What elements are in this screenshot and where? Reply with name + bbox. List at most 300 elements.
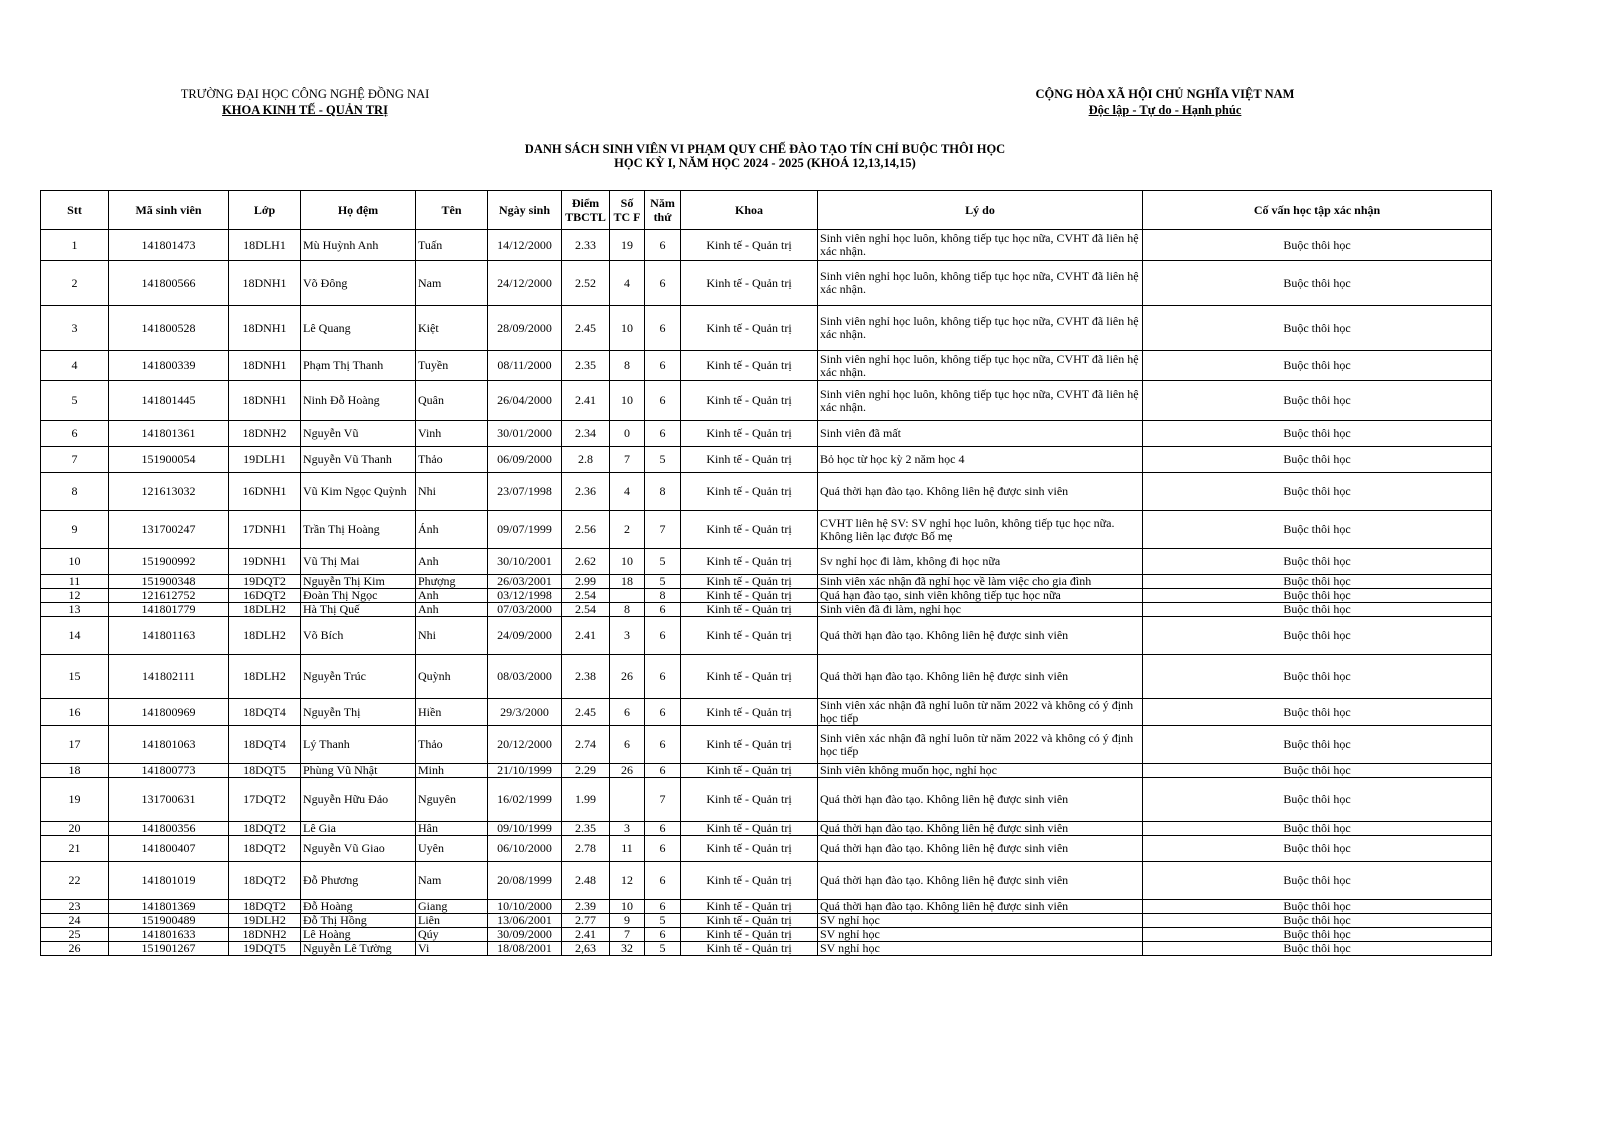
row-surname: Lê Gia [301, 822, 416, 836]
row-faculty: Kinh tế - Quản trị [681, 421, 818, 447]
school-name: TRƯỜNG ĐẠI HỌC CÔNG NGHỆ ĐỒNG NAI [180, 87, 430, 101]
row-year: 8 [645, 589, 681, 603]
row-birthdate: 24/12/2000 [488, 261, 562, 306]
row-faculty: Kinh tế - Quản trị [681, 862, 818, 900]
row-failed-credits [610, 589, 645, 603]
col-year: Năm thứ [645, 191, 681, 230]
row-stt: 3 [41, 306, 109, 351]
row-stt: 13 [41, 603, 109, 617]
col-stt: Stt [41, 191, 109, 230]
row-stt: 14 [41, 617, 109, 655]
row-year: 6 [645, 617, 681, 655]
row-reason: Sinh viên nghỉ học luôn, không tiếp tục học nữa, CVHT đã liên hệ xác nhận. [818, 306, 1143, 351]
row-stt: 9 [41, 511, 109, 549]
table-header-row [41, 191, 1492, 230]
row-stt: 24 [41, 914, 109, 928]
col-reason: Lý do [818, 191, 1143, 230]
row-advisor: Buộc thôi học [1143, 655, 1492, 699]
row-stt: 1 [41, 230, 109, 261]
row-class: 18DQT4 [229, 699, 301, 726]
row-failed-credits: 10 [610, 900, 645, 914]
row-surname: Đoàn Thị Ngọc [301, 589, 416, 603]
row-birthdate: 06/10/2000 [488, 836, 562, 862]
col-failed-credits: Số TC F [610, 191, 645, 230]
row-class: 18DNH2 [229, 928, 301, 942]
table-row [41, 914, 1492, 928]
row-failed-credits: 26 [610, 764, 645, 778]
col-first-name: Tên [416, 191, 488, 230]
row-student-id: 141801369 [109, 900, 229, 914]
row-first-name: Nam [416, 862, 488, 900]
row-reason: Sinh viên nghỉ học luôn, không tiếp tục học nữa, CVHT đã liên hệ xác nhận. [818, 261, 1143, 306]
row-advisor: Buộc thôi học [1143, 421, 1492, 447]
row-birthdate: 10/10/2000 [488, 900, 562, 914]
row-first-name: Kiệt [416, 306, 488, 351]
table-row [41, 351, 1492, 381]
row-year: 6 [645, 862, 681, 900]
row-first-name: Qúy [416, 928, 488, 942]
row-year: 8 [645, 473, 681, 511]
row-faculty: Kinh tế - Quản trị [681, 778, 818, 822]
row-surname: Võ Đông [301, 261, 416, 306]
row-reason: SV nghỉ học [818, 942, 1143, 956]
row-failed-credits: 3 [610, 822, 645, 836]
row-class: 19DLH1 [229, 447, 301, 473]
row-gpa: 2.74 [562, 726, 610, 764]
row-failed-credits: 2 [610, 511, 645, 549]
row-advisor: Buộc thôi học [1143, 914, 1492, 928]
row-advisor: Buộc thôi học [1143, 589, 1492, 603]
row-birthdate: 18/08/2001 [488, 942, 562, 956]
row-faculty: Kinh tế - Quản trị [681, 942, 818, 956]
row-surname: Nguyễn Thị Kim [301, 575, 416, 589]
table-row [41, 549, 1492, 575]
row-first-name: Nguyên [416, 778, 488, 822]
row-first-name: Giang [416, 900, 488, 914]
row-stt: 16 [41, 699, 109, 726]
row-gpa: 2.99 [562, 575, 610, 589]
row-first-name: Tuấn [416, 230, 488, 261]
row-reason: SV nghỉ học [818, 928, 1143, 942]
row-reason: Sinh viên nghỉ học luôn, không tiếp tục học nữa, CVHT đã liên hệ xác nhận. [818, 351, 1143, 381]
row-advisor: Buộc thôi học [1143, 575, 1492, 589]
row-advisor: Buộc thôi học [1143, 230, 1492, 261]
row-faculty: Kinh tế - Quản trị [681, 549, 818, 575]
row-gpa: 2,63 [562, 942, 610, 956]
row-surname: Nguyễn Vũ [301, 421, 416, 447]
row-student-id: 151900348 [109, 575, 229, 589]
table-row [41, 381, 1492, 421]
row-student-id: 141800356 [109, 822, 229, 836]
table-row [41, 764, 1492, 778]
row-faculty: Kinh tế - Quản trị [681, 230, 818, 261]
table-row [41, 473, 1492, 511]
row-year: 6 [645, 261, 681, 306]
row-surname: Phùng Vũ Nhật [301, 764, 416, 778]
row-gpa: 1.99 [562, 778, 610, 822]
row-first-name: Liên [416, 914, 488, 928]
row-birthdate: 07/03/2000 [488, 603, 562, 617]
row-student-id: 141801063 [109, 726, 229, 764]
row-faculty: Kinh tế - Quản trị [681, 617, 818, 655]
row-reason: Sinh viên đã mất [818, 421, 1143, 447]
row-birthdate: 23/07/1998 [488, 473, 562, 511]
row-gpa: 2.62 [562, 549, 610, 575]
row-student-id: 141800773 [109, 764, 229, 778]
table-row [41, 421, 1492, 447]
row-surname: Đỗ Hoàng [301, 900, 416, 914]
row-stt: 2 [41, 261, 109, 306]
row-faculty: Kinh tế - Quản trị [681, 306, 818, 351]
row-surname: Đỗ Thị Hồng [301, 914, 416, 928]
table-row [41, 603, 1492, 617]
row-failed-credits: 3 [610, 617, 645, 655]
table-row [41, 726, 1492, 764]
table-row [41, 589, 1492, 603]
row-gpa: 2.34 [562, 421, 610, 447]
row-student-id: 131700631 [109, 778, 229, 822]
row-advisor: Buộc thôi học [1143, 942, 1492, 956]
row-reason: Sv nghỉ học đi làm, không đi học nữa [818, 549, 1143, 575]
row-failed-credits: 19 [610, 230, 645, 261]
row-stt: 17 [41, 726, 109, 764]
table-row [41, 699, 1492, 726]
row-gpa: 2.54 [562, 589, 610, 603]
row-faculty: Kinh tế - Quản trị [681, 928, 818, 942]
row-stt: 23 [41, 900, 109, 914]
row-student-id: 151900489 [109, 914, 229, 928]
row-gpa: 2.48 [562, 862, 610, 900]
row-stt: 18 [41, 764, 109, 778]
row-class: 16DQT2 [229, 589, 301, 603]
row-surname: Nguyễn Thị [301, 699, 416, 726]
row-stt: 10 [41, 549, 109, 575]
row-advisor: Buộc thôi học [1143, 447, 1492, 473]
row-year: 6 [645, 764, 681, 778]
row-reason: Sinh viên nghỉ học luôn, không tiếp tục học nữa, CVHT đã liên hệ xác nhận. [818, 230, 1143, 261]
row-reason: Quá thời hạn đào tạo. Không liên hệ được sinh viên [818, 862, 1143, 900]
row-advisor: Buộc thôi học [1143, 306, 1492, 351]
row-faculty: Kinh tế - Quản trị [681, 699, 818, 726]
row-year: 6 [645, 726, 681, 764]
row-birthdate: 09/07/1999 [488, 511, 562, 549]
row-birthdate: 26/04/2000 [488, 381, 562, 421]
row-class: 16DNH1 [229, 473, 301, 511]
row-failed-credits: 6 [610, 726, 645, 764]
row-failed-credits: 12 [610, 862, 645, 900]
row-first-name: Hân [416, 822, 488, 836]
row-failed-credits: 7 [610, 447, 645, 473]
row-gpa: 2.35 [562, 822, 610, 836]
table-row [41, 778, 1492, 822]
row-birthdate: 13/06/2001 [488, 914, 562, 928]
row-failed-credits: 18 [610, 575, 645, 589]
row-first-name: Minh [416, 764, 488, 778]
row-student-id: 151900054 [109, 447, 229, 473]
row-stt: 5 [41, 381, 109, 421]
row-first-name: Thảo [416, 726, 488, 764]
row-faculty: Kinh tế - Quản trị [681, 603, 818, 617]
row-faculty: Kinh tế - Quản trị [681, 764, 818, 778]
col-class: Lớp [229, 191, 301, 230]
row-student-id: 141800407 [109, 836, 229, 862]
row-class: 17DQT2 [229, 778, 301, 822]
row-failed-credits: 32 [610, 942, 645, 956]
row-birthdate: 06/09/2000 [488, 447, 562, 473]
row-faculty: Kinh tế - Quản trị [681, 575, 818, 589]
row-failed-credits: 9 [610, 914, 645, 928]
row-student-id: 141801633 [109, 928, 229, 942]
row-failed-credits: 0 [610, 421, 645, 447]
row-gpa: 2.8 [562, 447, 610, 473]
row-class: 18DLH2 [229, 655, 301, 699]
row-advisor: Buộc thôi học [1143, 511, 1492, 549]
row-failed-credits: 4 [610, 473, 645, 511]
row-advisor: Buộc thôi học [1143, 836, 1492, 862]
col-faculty: Khoa [681, 191, 818, 230]
row-year: 6 [645, 822, 681, 836]
row-class: 19DLH2 [229, 914, 301, 928]
row-failed-credits: 10 [610, 549, 645, 575]
row-reason: Quá hạn đào tạo, sinh viên không tiếp tục học nữa [818, 589, 1143, 603]
row-faculty: Kinh tế - Quản trị [681, 822, 818, 836]
row-advisor: Buộc thôi học [1143, 778, 1492, 822]
row-student-id: 141801473 [109, 230, 229, 261]
row-student-id: 131700247 [109, 511, 229, 549]
row-advisor: Buộc thôi học [1143, 617, 1492, 655]
row-first-name: Anh [416, 589, 488, 603]
row-student-id: 151900992 [109, 549, 229, 575]
row-faculty: Kinh tế - Quản trị [681, 914, 818, 928]
table-row [41, 306, 1492, 351]
row-student-id: 141800969 [109, 699, 229, 726]
row-student-id: 141800566 [109, 261, 229, 306]
row-surname: Mù Huỳnh Anh [301, 230, 416, 261]
row-faculty: Kinh tế - Quản trị [681, 655, 818, 699]
row-failed-credits: 6 [610, 699, 645, 726]
row-student-id: 141801163 [109, 617, 229, 655]
row-year: 6 [645, 230, 681, 261]
row-gpa: 2.45 [562, 699, 610, 726]
row-class: 17DNH1 [229, 511, 301, 549]
row-gpa: 2.78 [562, 836, 610, 862]
row-student-id: 141802111 [109, 655, 229, 699]
row-gpa: 2.35 [562, 351, 610, 381]
row-gpa: 2.39 [562, 900, 610, 914]
row-gpa: 2.54 [562, 603, 610, 617]
row-birthdate: 20/12/2000 [488, 726, 562, 764]
row-class: 19DQT5 [229, 942, 301, 956]
row-reason: Bỏ học từ học kỳ 2 năm học 4 [818, 447, 1143, 473]
row-first-name: Vi [416, 942, 488, 956]
row-failed-credits: 26 [610, 655, 645, 699]
row-gpa: 2.41 [562, 617, 610, 655]
row-stt: 20 [41, 822, 109, 836]
row-advisor: Buộc thôi học [1143, 764, 1492, 778]
row-class: 18DLH2 [229, 603, 301, 617]
row-birthdate: 30/09/2000 [488, 928, 562, 942]
row-advisor: Buộc thôi học [1143, 261, 1492, 306]
row-gpa: 2.45 [562, 306, 610, 351]
row-faculty: Kinh tế - Quản trị [681, 836, 818, 862]
row-class: 18DNH1 [229, 351, 301, 381]
row-year: 6 [645, 655, 681, 699]
row-year: 5 [645, 549, 681, 575]
col-birthdate: Ngày sinh [488, 191, 562, 230]
row-faculty: Kinh tế - Quản trị [681, 351, 818, 381]
row-first-name: Hiền [416, 699, 488, 726]
table-body [41, 230, 1492, 956]
row-student-id: 121613032 [109, 473, 229, 511]
row-reason: SV nghỉ học [818, 914, 1143, 928]
row-gpa: 2.56 [562, 511, 610, 549]
row-advisor: Buộc thôi học [1143, 473, 1492, 511]
row-birthdate: 03/12/1998 [488, 589, 562, 603]
row-failed-credits: 4 [610, 261, 645, 306]
row-first-name: Thảo [416, 447, 488, 473]
motto: Độc lập - Tự do - Hạnh phúc [1088, 103, 1242, 117]
row-surname: Đỗ Phương [301, 862, 416, 900]
row-birthdate: 20/08/1999 [488, 862, 562, 900]
row-surname: Võ Bích [301, 617, 416, 655]
row-faculty: Kinh tế - Quản trị [681, 473, 818, 511]
row-first-name: Phượng [416, 575, 488, 589]
row-surname: Nguyễn Vũ Thanh [301, 447, 416, 473]
row-stt: 25 [41, 928, 109, 942]
row-stt: 15 [41, 655, 109, 699]
row-faculty: Kinh tế - Quản trị [681, 900, 818, 914]
row-gpa: 2.29 [562, 764, 610, 778]
row-reason: Quá thời hạn đào tạo. Không liên hệ được sinh viên [818, 836, 1143, 862]
row-first-name: Nhi [416, 617, 488, 655]
row-advisor: Buộc thôi học [1143, 381, 1492, 421]
row-advisor: Buộc thôi học [1143, 822, 1492, 836]
row-year: 5 [645, 942, 681, 956]
table-row [41, 862, 1492, 900]
row-year: 6 [645, 836, 681, 862]
row-gpa: 2.41 [562, 381, 610, 421]
row-year: 6 [645, 928, 681, 942]
row-class: 18DNH1 [229, 381, 301, 421]
row-student-id: 141800339 [109, 351, 229, 381]
country-name: CỘNG HÒA XÃ HỘI CHỦ NGHĨA VIỆT NAM [1035, 87, 1295, 101]
row-student-id: 121612752 [109, 589, 229, 603]
row-surname: Nguyễn Lê Tường [301, 942, 416, 956]
row-birthdate: 28/09/2000 [488, 306, 562, 351]
row-reason: Quá thời hạn đào tạo. Không liên hệ được sinh viên [818, 617, 1143, 655]
row-surname: Lý Thanh [301, 726, 416, 764]
row-class: 19DQT2 [229, 575, 301, 589]
row-birthdate: 16/02/1999 [488, 778, 562, 822]
row-year: 6 [645, 603, 681, 617]
row-reason: Sinh viên đã đi làm, nghỉ học [818, 603, 1143, 617]
row-reason: Quá thời hạn đào tạo. Không liên hệ được sinh viên [818, 900, 1143, 914]
row-first-name: Vinh [416, 421, 488, 447]
row-surname: Lê Hoàng [301, 928, 416, 942]
table-row [41, 822, 1492, 836]
row-first-name: Quân [416, 381, 488, 421]
row-gpa: 2.77 [562, 914, 610, 928]
title-line-1: DANH SÁCH SINH VIÊN VI PHẠM QUY CHẾ ĐÀO TẠO TÍN CHỈ BUỘC THÔI HỌC [524, 142, 1006, 156]
faculty-name: KHOA KINH TẾ - QUẢN TRỊ [222, 103, 388, 117]
row-birthdate: 09/10/1999 [488, 822, 562, 836]
row-faculty: Kinh tế - Quản trị [681, 589, 818, 603]
row-gpa: 2.33 [562, 230, 610, 261]
row-faculty: Kinh tế - Quản trị [681, 511, 818, 549]
row-surname: Vũ Thị Mai [301, 549, 416, 575]
row-reason: Quá thời hạn đào tạo. Không liên hệ được sinh viên [818, 822, 1143, 836]
school-header [140, 86, 470, 118]
row-year: 6 [645, 699, 681, 726]
table-row [41, 617, 1492, 655]
row-reason: Quá thời hạn đào tạo. Không liên hệ được sinh viên [818, 778, 1143, 822]
row-birthdate: 08/03/2000 [488, 655, 562, 699]
row-class: 18DNH2 [229, 421, 301, 447]
row-faculty: Kinh tế - Quản trị [681, 726, 818, 764]
table-row [41, 261, 1492, 306]
row-class: 18DQT2 [229, 862, 301, 900]
col-gpa: Điểm TBCTL [562, 191, 610, 230]
row-gpa: 2.36 [562, 473, 610, 511]
row-stt: 26 [41, 942, 109, 956]
row-birthdate: 14/12/2000 [488, 230, 562, 261]
row-birthdate: 24/09/2000 [488, 617, 562, 655]
row-failed-credits: 7 [610, 928, 645, 942]
row-advisor: Buộc thôi học [1143, 862, 1492, 900]
row-birthdate: 26/03/2001 [488, 575, 562, 589]
row-failed-credits: 10 [610, 306, 645, 351]
row-year: 6 [645, 351, 681, 381]
row-year: 5 [645, 575, 681, 589]
row-class: 18DNH1 [229, 261, 301, 306]
row-class: 18DQT5 [229, 764, 301, 778]
row-birthdate: 29/3/2000 [488, 699, 562, 726]
row-year: 6 [645, 421, 681, 447]
col-advisor: Cố vấn học tập xác nhận [1143, 191, 1492, 230]
national-header [1000, 86, 1330, 118]
row-class: 18DQT2 [229, 900, 301, 914]
row-surname: Trần Thị Hoàng [301, 511, 416, 549]
row-student-id: 141801019 [109, 862, 229, 900]
table-row [41, 511, 1492, 549]
row-stt: 22 [41, 862, 109, 900]
row-reason: CVHT liên hệ SV: SV nghỉ học luôn, không tiếp tục học nữa. Không liên lạc được Bố mẹ [818, 511, 1143, 549]
row-stt: 4 [41, 351, 109, 381]
row-student-id: 141800528 [109, 306, 229, 351]
row-failed-credits: 8 [610, 351, 645, 381]
row-class: 18DQT2 [229, 822, 301, 836]
row-birthdate: 30/10/2001 [488, 549, 562, 575]
row-class: 19DNH1 [229, 549, 301, 575]
row-stt: 11 [41, 575, 109, 589]
row-first-name: Tuyền [416, 351, 488, 381]
row-reason: Sinh viên không muốn học, nghỉ học [818, 764, 1143, 778]
row-advisor: Buộc thôi học [1143, 549, 1492, 575]
row-class: 18DQT2 [229, 836, 301, 862]
row-surname: Nguyễn Trúc [301, 655, 416, 699]
row-class: 18DLH1 [229, 230, 301, 261]
table-row [41, 942, 1492, 956]
row-student-id: 151901267 [109, 942, 229, 956]
row-birthdate: 08/11/2000 [488, 351, 562, 381]
row-faculty: Kinh tế - Quản trị [681, 381, 818, 421]
table-row [41, 836, 1492, 862]
row-surname: Phạm Thị Thanh [301, 351, 416, 381]
row-reason: Quá thời hạn đào tạo. Không liên hệ được sinh viên [818, 473, 1143, 511]
title-line-2: HỌC KỲ I, NĂM HỌC 2024 - 2025 (KHOÁ 12,13,14,15) [614, 156, 916, 170]
row-advisor: Buộc thôi học [1143, 900, 1492, 914]
row-stt: 7 [41, 447, 109, 473]
